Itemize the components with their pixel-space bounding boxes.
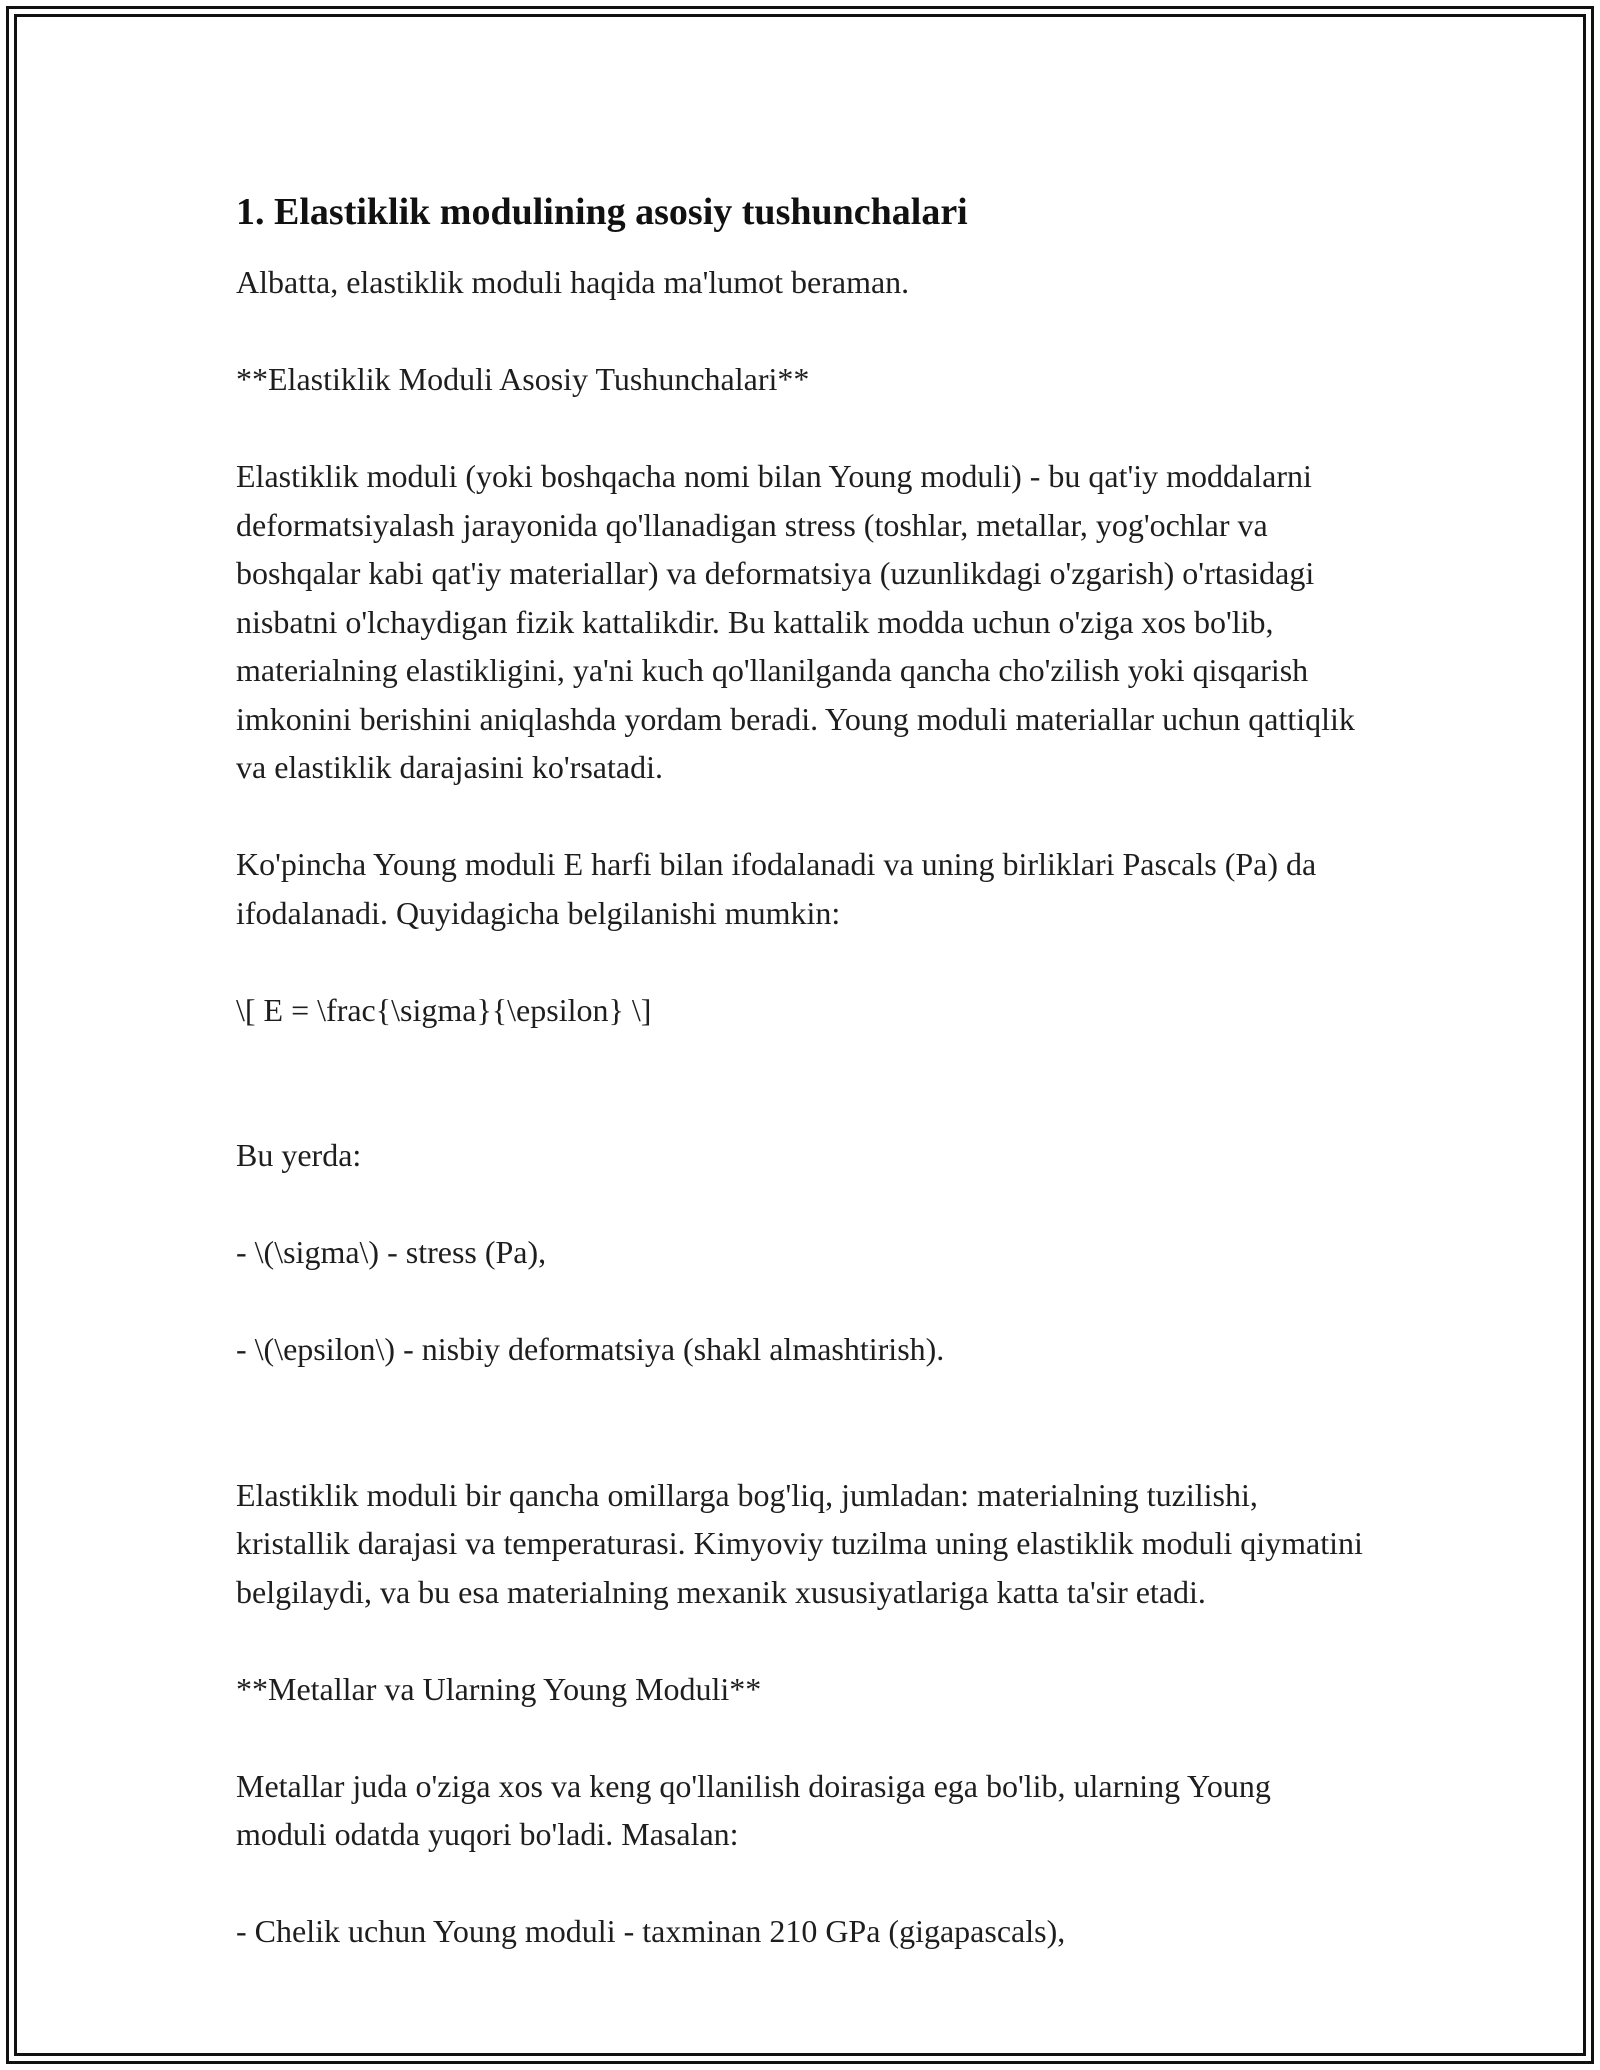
definitions-intro: Bu yerda:	[236, 1137, 362, 1173]
document-page	[236, 186, 1366, 1956]
subheading-metallar: **Metallar va Ularning Young Moduli**	[236, 1670, 762, 1707]
metals-paragraph: Metallar juda o'ziga xos va keng qo'llanilish doirasiga ega bo'lib, ularning Young moduli odatda yuqori bo'ladi. Masalan:	[236, 1767, 1271, 1852]
list-item-chelik: - Chelik uchun Young moduli - taxminan 210 GPa (gigapascals),	[236, 1913, 1066, 1949]
intro-paragraph: Albatta, elastiklik moduli haqida ma'lumot beraman.	[236, 264, 910, 300]
formula-line: \[ E = \frac{\sigma}{\epsilon} \]	[236, 991, 652, 1028]
section-heading: 1. Elastiklik modulining asosiy tushunchalari	[236, 191, 968, 233]
subheading-elastiklik-moduli: **Elastiklik Moduli Asosiy Tushunchalari**	[236, 361, 810, 397]
notation-paragraph: Ko'pincha Young moduli E harfi bilan ifodalanadi va uning birliklari Pascals (Pa) da ifodalanadi. Quyidagicha belgilanishi mumkin:	[236, 846, 1317, 931]
definition-item-sigma: - \(\sigma\) - stress (Pa),	[236, 1234, 547, 1270]
definition-item-epsilon: - \(\epsilon\) - nisbiy deformatsiya (shakl almashtirish).	[236, 1331, 945, 1367]
definition-paragraph: Elastiklik moduli (yoki boshqacha nomi bilan Young moduli) - bu qat'iy moddalarni deformatsiyalash jarayonida qo'llanadigan stress (toshlar, metallar, yog'ochlar va boshqalar kabi qat'iy materiallar) va deformatsiya (uzunlikdagi o'zgarish) o'rtasidagi nisbatni o'lchaydigan fizik kattalikdir. Bu kattalik modda uchun o'ziga xos bo'lib, materialning elastikligini, ya'ni kuch qo'llanilganda qancha cho'zilish yoki qisqarish imkonini berishini aniqlashda yordam beradi. Young moduli materiallar uchun qattiqlik va elastiklik darajasini ko'rsatadi.	[236, 458, 1355, 785]
factors-paragraph: Elastiklik moduli bir qancha omillarga bog'liq, jumladan: materialning tuzilishi, kristallik darajasi va temperaturasi. Kimyoviy tuzilma uning elastiklik moduli qiymatini belgilaydi, va bu esa materialning mexanik xususiyatlariga katta ta'sir etadi.	[236, 1476, 1363, 1610]
symbol-definitions	[236, 1083, 1366, 1423]
